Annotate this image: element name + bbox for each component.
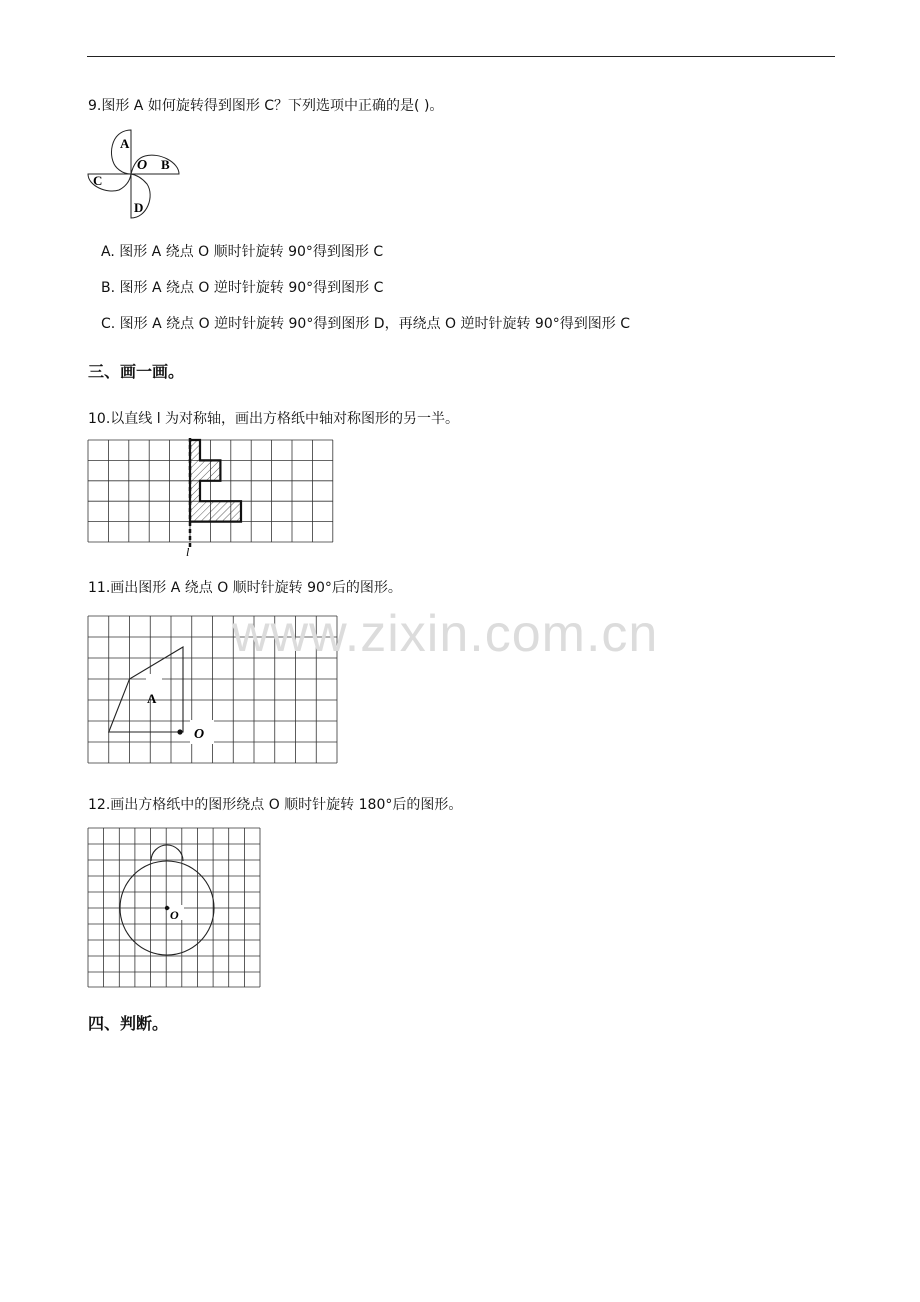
q9-option-c[interactable]: C. 图形 A 绕点 O 逆时针旋转 90°得到图形 D，再绕点 O 逆时针旋转 90°得到图形 C [101, 316, 630, 332]
q12-stem: 12.画出方格纸中的图形绕点 O 顺时针旋转 180°后的图形。 [88, 797, 463, 813]
q11-shape-a [109, 647, 183, 732]
label-d: D [134, 200, 144, 215]
q9-stem: 9.图形 A 如何旋转得到图形 C？下列选项中正确的是( )。 [88, 98, 444, 114]
q9-figure [85, 126, 185, 222]
label-a: A [120, 136, 130, 151]
q10-axis-label: l [186, 545, 190, 559]
q11-shape-label: A [147, 691, 157, 706]
watermark: www.zixin.com.cn [232, 605, 659, 663]
q11-point-o [177, 729, 182, 734]
q10-grid-figure [86, 438, 338, 560]
q11-stem: 11.画出图形 A 绕点 O 顺时针旋转 90°后的图形。 [88, 580, 402, 596]
q12-grid-figure [86, 826, 264, 990]
q10-stem: 10.以直线 l 为对称轴，画出方格纸中轴对称图形的另一半。 [88, 411, 460, 427]
q10-grid [88, 440, 333, 542]
q12-point-o [165, 906, 169, 910]
label-c: C [93, 173, 103, 188]
q12-point-label: O [170, 908, 179, 922]
q9-option-b[interactable]: B. 图形 A 绕点 O 逆时针旋转 90°得到图形 C [101, 280, 384, 296]
q12-small-arc [151, 845, 183, 861]
header-rule [87, 56, 835, 57]
label-o: O [137, 158, 148, 173]
q9-option-a[interactable]: A. 图形 A 绕点 O 顺时针旋转 90°得到图形 C [101, 244, 384, 260]
label-b: B [161, 157, 170, 172]
section-3-title: 三、画一画。 [88, 362, 185, 381]
q11-point-label: O [194, 727, 205, 742]
section-4-title: 四、判断。 [88, 1014, 169, 1033]
